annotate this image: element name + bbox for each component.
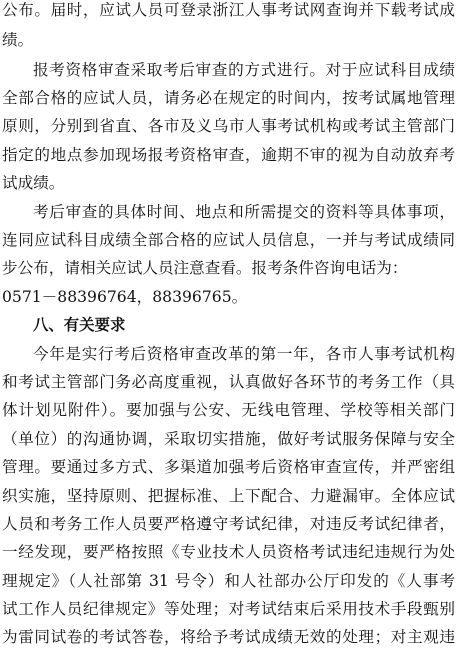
paragraph-line: 今年是实行考后资格审查改革的第一年，各市人事考试机构 — [33, 345, 455, 363]
paragraph-line: 报考资格审查采取考后审查的方式进行。对于应试科目成绩 — [33, 61, 455, 79]
paragraph-line: 体计划见附件）。要加强与公安、无线电管理、学校等相关部门 — [2, 401, 455, 419]
section-heading: 八、有关要求 — [33, 316, 126, 334]
paragraph-line: 连同应试科目成绩全部合格的应试人员信息，一并与考试成绩同 — [2, 231, 455, 249]
phone-numbers-line: 0571－88396764，88396765。 — [2, 288, 248, 306]
paragraph-line: 人员和考务工作人员要严格遵守考试纪律，对违反考试纪律者， — [2, 515, 455, 533]
paragraph-line: 一经发现，要严格按照《专业技术人员资格考试违纪违规行为处 — [2, 543, 455, 561]
paragraph-line: 绩。 — [2, 31, 34, 49]
paragraph-line: 指定的地点参加现场报考资格审查，逾期不审的视为自动放弃考 — [2, 146, 455, 164]
paragraph-line: 原则，分别到省直、各市及义乌市人事考试机构或考试主管部门 — [2, 117, 455, 135]
paragraph-line: （单位）的沟通协调，采取切实措施，做好考试服务保障与安全 — [2, 430, 455, 448]
paragraph-line: 织实施，坚持原则、把握标准、上下配合、力避漏审。全体应试 — [2, 487, 455, 505]
paragraph-line: 理规定》（人社部第 31 号令）和人社部办公厅印发的《人事考 — [2, 572, 455, 590]
paragraph-line: 为雷同试卷的考试答卷，将给予考试成绩无效的处理；对主观违 — [2, 628, 455, 646]
paragraph-line: 管理。要通过多方式、多渠道加强考后资格审查宣传，并严密组 — [2, 458, 455, 476]
paragraph-line: 考后审查的具体时间、地点和所需提交的资料等具体事项， — [33, 203, 455, 221]
paragraph-line: 试成绩。 — [2, 174, 65, 192]
paragraph-line: 步公布，请相关应试人员注意查看。报考条件咨询电话为： — [2, 259, 408, 277]
paragraph-line: 和考试主管部门务必高度重视，认真做好各环节的考务工作（具 — [2, 373, 455, 391]
paragraph-line: 公布。届时，应试人员可登录浙江人事考试网查询并下载考试成 — [2, 1, 455, 19]
paragraph-line: 试工作人员纪律规定》等处理；对考试结束后采用技术手段甄别 — [2, 600, 455, 618]
paragraph-line: 全部合格的应试人员，请务必在规定的时间内，按考试属地管理 — [2, 89, 455, 107]
